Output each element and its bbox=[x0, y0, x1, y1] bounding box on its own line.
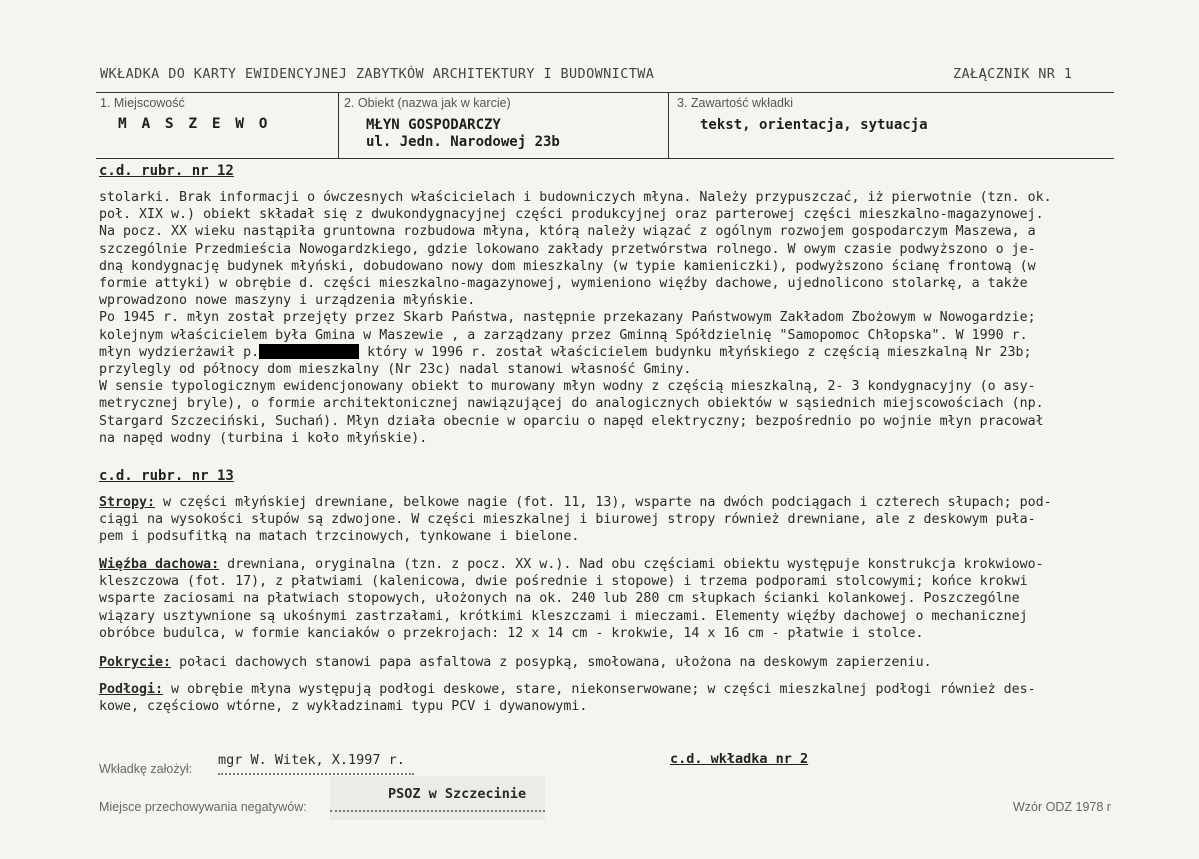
text-line: Po 1945 r. młyn został przejęty przez Skarb Państwa, następnie przekazany Państwowym Zakładom Zbożowym w Nowogardzie; bbox=[99, 310, 1036, 326]
storage-dotted-line bbox=[330, 810, 545, 812]
field-1-label: 1. Miejscowość bbox=[100, 96, 185, 110]
text-line: wprowadzono nowe maszyny i urządzenia młyńskie. bbox=[99, 293, 476, 309]
text-fragment: młyn wydzierżawił p. bbox=[99, 344, 260, 360]
wiezba-keyword: Więźba dachowa: bbox=[99, 557, 220, 572]
text-line: obróbce budulca, w formie kanciaków o przekrojach: 12 x 14 cm - krokwie, 14 x 16 cm - płatwie i stolce. bbox=[99, 625, 924, 641]
stropy-keyword: Stropy: bbox=[99, 495, 156, 510]
text-fragment: w obrębie młyna występują podłogi deskowe, stare, niekonserwowane; w części mieszkalnej podłogi również des- bbox=[163, 682, 1036, 697]
field-2-value-line1: MŁYN GOSPODARCZY bbox=[366, 117, 501, 133]
field-3-value: tekst, orientacja, sytuacja bbox=[700, 117, 928, 133]
field-1-value: M A S Z E W O bbox=[118, 116, 271, 132]
podlogi-paragraph bbox=[99, 681, 1109, 715]
text-line: ciągi na wysokości słupów są zdwojone. W części mieszkalnej i biurowej stropy również drewniane, ale z deskowym puła- bbox=[99, 512, 1036, 528]
text-fragment: drewniana, oryginalna (tzn. z pocz. XX w.). Nad obu częściami obiektu występuje konstrukcja krokwiowo- bbox=[219, 557, 1044, 572]
text-fragment: który w 1996 r. został właścicielem budynku młyńskiego z częścią mieszkalną Nr 23b; bbox=[359, 344, 1032, 360]
text-line: kleszczowa (fot. 17), z płatwiami (kalenicowa, dwie pośrednie i stopowe) i trzema podporami stolcowymi; końce krokwi bbox=[99, 574, 1028, 590]
text-line: poł. XIX w.) obiekt składał się z dwukondygnacyjnej części produkcyjnej oraz parterowej części mieszkalno-magazynowej. bbox=[99, 207, 1044, 223]
section-12-text bbox=[99, 189, 1109, 447]
field-2-label: 2. Obiekt (nazwa jak w karcie) bbox=[344, 96, 511, 110]
field-2-value-line2: ul. Jedn. Narodowej 23b bbox=[366, 134, 560, 150]
text-line: wsparte zaciosami na płatwiach stopowych, ułożonych na ok. 240 lub 280 cm słupkach ścianki kolankowej. Poszczególne bbox=[99, 591, 1020, 607]
text-line: szczególnie Przedmieścia Nowogardzkiego, gdzie lokowano zakłady przetwórstwa rolnego. W owym czasie podwyższono o je- bbox=[99, 241, 1036, 257]
section-12-heading: c.d. rubr. nr 12 bbox=[99, 163, 234, 179]
text-fragment: w części młyńskiej drewniane, belkowe nagie (fot. 11, 13), wsparte na dwóch podciągach i czterech słupach; pod- bbox=[155, 495, 1052, 510]
storage-label: Miejsce przechowywania negatywów: bbox=[99, 800, 307, 814]
form-code: Wzór ODZ 1978 r bbox=[1013, 800, 1111, 814]
text-line: stolarki. Brak informacji o ówczesnych właścicielach i budowniczych młyna. Należy przypuszczać, iż pierwotnie (tzn. ok. bbox=[99, 190, 1052, 205]
storage-value: PSOZ w Szczecinie bbox=[388, 786, 527, 802]
text-fragment: połaci dachowych stanowi papa asfaltowa z posypką, smołowana, ułożona na deskowym zapierzeniu. bbox=[171, 655, 932, 670]
header-rule-top bbox=[96, 92, 1114, 93]
text-line: metrycznej bryle), o formie architektonicznej nawiązującej do analogicznych obiektów w sąsiednich miejscowościach (np. bbox=[99, 396, 1044, 412]
document-title: WKŁADKA DO KARTY EWIDENCYJNEJ ZABYTKÓW ARCHITEKTURY I BUDOWNICTWA bbox=[100, 66, 655, 82]
author-value: mgr W. Witek, X.1997 r. bbox=[218, 752, 405, 768]
text-line: Stargard Szczeciński, Suchań). Młyn działa obecnie w oparciu o napęd elektryczny; bezpośrednio po wojnie młyn pracował bbox=[99, 413, 1044, 429]
text-line: kolejnym właścicielem była Gmina w Maszewie , a zarządzany przez Gminną Spółdzielnię "Samopomoc Chłopska". W 1990 r. bbox=[99, 327, 1028, 343]
continuation-note: c.d. wkładka nr 2 bbox=[670, 751, 809, 767]
text-line: pem i podsufitką na matach trzcinowych, tynkowane i bielone. bbox=[99, 529, 580, 545]
pokrycie-paragraph bbox=[99, 654, 1109, 671]
text-line: dną kondygnację budynek młyński, dobudowano nowy dom mieszkalny (w typie kamieniczki), podwyższono ścianę frontową (w bbox=[99, 258, 1036, 274]
text-line: na napęd wodny (turbina i koło młyńskie). bbox=[99, 430, 428, 446]
wiezba-paragraph bbox=[99, 556, 1109, 642]
podlogi-keyword: Podłogi: bbox=[99, 682, 164, 697]
author-dotted-line bbox=[218, 773, 414, 775]
attachment-number: ZAŁĄCZNIK NR 1 bbox=[953, 66, 1073, 82]
field-divider-1 bbox=[338, 93, 339, 158]
stropy-paragraph bbox=[99, 494, 1109, 546]
field-3-label: 3. Zawartość wkładki bbox=[677, 96, 794, 110]
section-13-heading: c.d. rubr. nr 13 bbox=[99, 468, 234, 484]
text-line-redacted bbox=[99, 344, 1109, 361]
text-line: kowe, częściowo wtórne, z wykładzinami typu PCV i dywanowymi. bbox=[99, 699, 588, 715]
header-rule-bottom bbox=[96, 158, 1114, 159]
text-line: wiązary usztywnione są ukośnymi zastrzałami, krótkimi kleszczami i mieczami. Elementy więźby dachowej o mechanicznej bbox=[99, 608, 1028, 624]
pokrycie-keyword: Pokrycie: bbox=[99, 655, 172, 670]
redaction-block bbox=[259, 344, 359, 359]
text-line: W sensie typologicznym ewidencjonowany obiekt to murowany młyn wodny z częścią mieszkalną, 2- 3 kondygnacyjny (o asy- bbox=[99, 379, 1036, 395]
text-line: formie attyki) w obrębie d. części mieszkalno-magazynowej, wymieniono więźby dachowe, ujednolicono stolarkę, a także bbox=[99, 276, 1028, 292]
author-label: Wkładkę założył: bbox=[99, 762, 193, 776]
text-line: przylegly od północy dom mieszkalny (Nr 23c) nadal stanowi własność Gminy. bbox=[99, 362, 692, 378]
field-divider-2 bbox=[668, 93, 669, 158]
text-line: Na pocz. XX wieku nastąpiła gruntowna rozbudowa młyna, którą należy wiązać z ogólnym rozwojem gospodarczym Maszewa, a bbox=[99, 224, 1036, 240]
